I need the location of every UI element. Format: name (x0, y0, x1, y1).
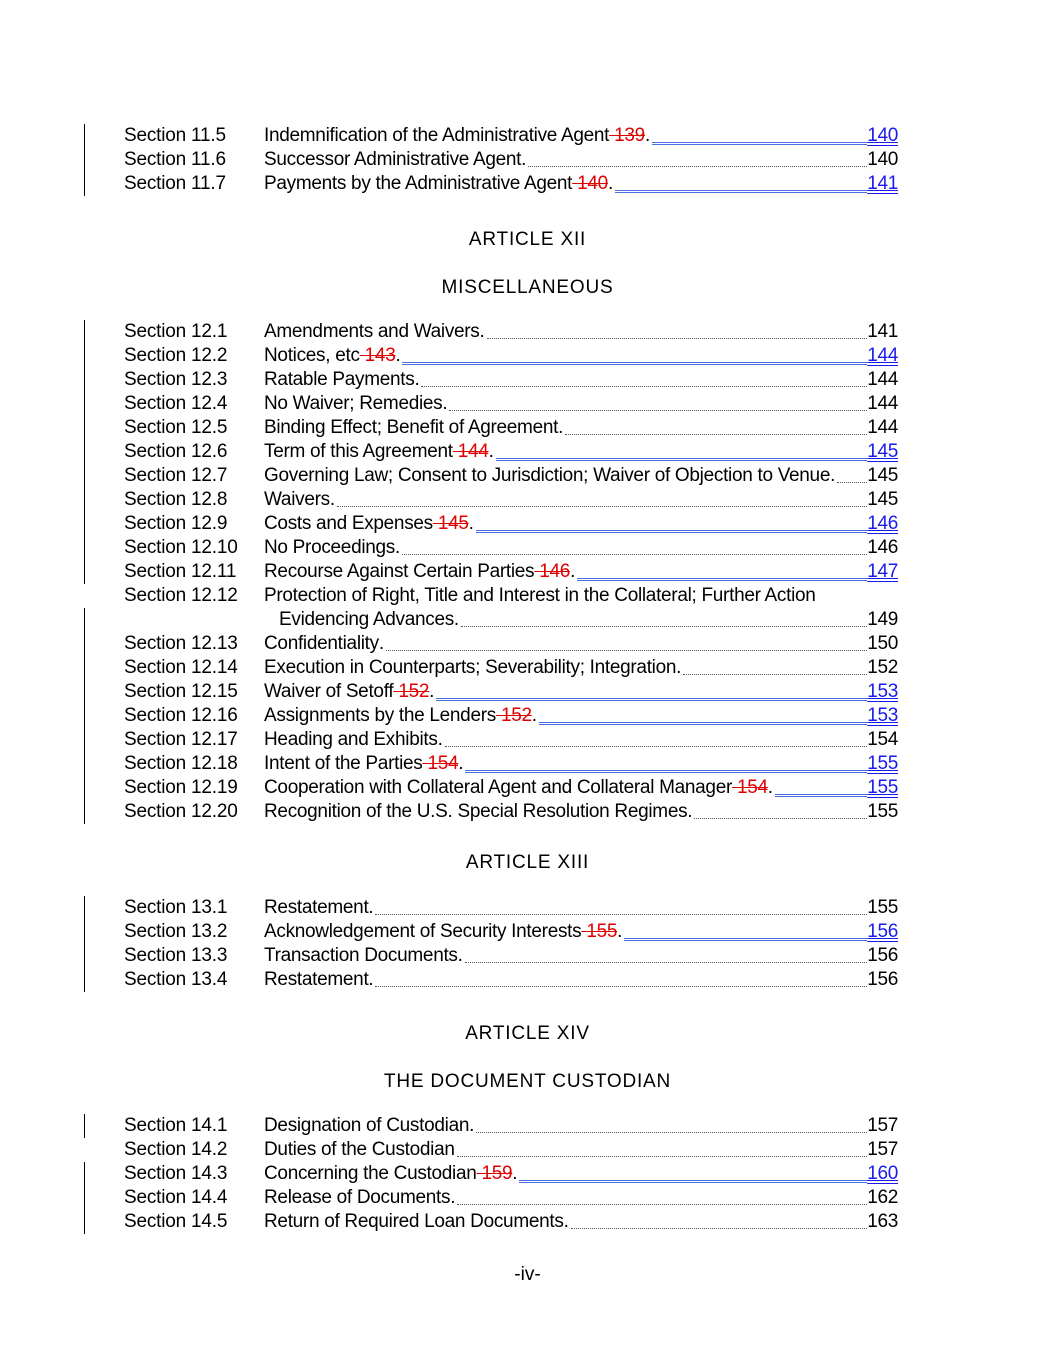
section-title: Designation of Custodian (264, 1115, 470, 1136)
dot-leader (837, 481, 867, 483)
title-period: . (469, 1115, 475, 1136)
title-period: . (468, 513, 474, 534)
dot-leader (461, 625, 867, 627)
section-title: Protection of Right, Title and Interest in the Collateral; Further Action (264, 585, 816, 606)
section-title: Waiver of Setoff (264, 681, 394, 702)
section-title: Payments by the Administrative Agent (264, 173, 573, 194)
section-title: Assignments by the Lenders (264, 705, 496, 726)
dot-leader (571, 1227, 868, 1229)
page-number-link[interactable]: 145 (867, 465, 898, 486)
revision-bar (84, 920, 85, 944)
section-title: Successor Administrative Agent (264, 149, 522, 170)
revision-bar (84, 968, 85, 992)
deleted-page-number (433, 512, 469, 536)
title-period: . (830, 465, 836, 486)
title-period: . (563, 1211, 569, 1232)
section-number: Section 12.15 (124, 681, 238, 702)
dot-leader (436, 697, 867, 701)
toc-block-article-xi (0, 124, 1055, 196)
section-title: Acknowledgement of Security Interests (264, 921, 582, 942)
toc-entry[interactable] (0, 1138, 1055, 1162)
toc-entry[interactable] (0, 584, 1055, 632)
section-number: Section 12.12 (124, 585, 238, 606)
revision-bar (84, 512, 85, 536)
page-number-link[interactable]: 160 (867, 1163, 898, 1184)
page-number-link[interactable]: 155 (867, 897, 898, 918)
deleted-page-value: 155 (586, 921, 618, 942)
revision-bar (84, 124, 85, 148)
title-period: . (570, 561, 576, 582)
page-number-footer: -iv- (514, 1264, 541, 1285)
revision-bar (84, 680, 85, 704)
title-period: . (617, 921, 623, 942)
revision-bar (84, 1114, 85, 1138)
section-title: Heading and Exhibits (264, 729, 438, 750)
dot-leader (457, 1155, 868, 1157)
section-title: No Waiver; Remedies (264, 393, 443, 414)
page-number-link[interactable]: 144 (867, 369, 898, 390)
section-number: Section 12.20 (124, 801, 238, 822)
page-number-link[interactable]: 162 (867, 1187, 898, 1208)
deleted-page-value: 152 (398, 681, 430, 702)
section-title: Recourse Against Certain Parties (264, 561, 535, 582)
section-title: Recognition of the U.S. Special Resolution Regimes (264, 801, 688, 822)
page-number-link[interactable]: 155 (867, 777, 898, 798)
deleted-page-number (393, 680, 429, 704)
toc-entry[interactable] (0, 560, 1055, 584)
page-number-link[interactable]: 156 (867, 921, 898, 942)
deleted-page-value: 154 (427, 753, 459, 774)
revision-bar (84, 1210, 85, 1234)
section-title: Execution in Counterparts; Severability; Integration (264, 657, 677, 678)
page-number-link[interactable]: 145 (867, 441, 898, 462)
dot-leader (476, 1131, 867, 1133)
page-number-link[interactable]: 146 (867, 513, 898, 534)
section-title: Restatement (264, 969, 369, 990)
page-number-link[interactable]: 154 (867, 729, 898, 750)
deleted-page-number (477, 1162, 513, 1186)
dot-leader (457, 1203, 867, 1205)
toc-entry[interactable] (0, 656, 1055, 680)
section-title: Duties of the Custodian (264, 1139, 455, 1160)
revision-bar (84, 344, 85, 368)
section-number: Section 12.5 (124, 417, 228, 438)
dot-leader (375, 985, 867, 987)
section-number: Section 11.7 (124, 173, 226, 194)
section-number: Section 14.3 (124, 1163, 228, 1184)
page-number-link[interactable]: 156 (867, 945, 898, 966)
section-title: Restatement (264, 897, 369, 918)
revision-bar (84, 416, 85, 440)
section-number: Section 11.5 (124, 125, 226, 146)
dot-leader (683, 673, 867, 675)
page-number-link[interactable]: 140 (867, 125, 898, 146)
page-number-link[interactable]: 145 (867, 489, 898, 510)
toc-entry[interactable] (0, 124, 1055, 148)
section-number: Section 12.3 (124, 369, 228, 390)
toc-entry[interactable] (0, 776, 1055, 800)
section-number: Section 12.9 (124, 513, 228, 534)
toc-entry[interactable] (0, 320, 1055, 344)
revision-bar (84, 440, 85, 464)
deleted-page-number (609, 124, 645, 148)
dot-leader (465, 769, 867, 773)
page-number-link[interactable]: 155 (867, 753, 898, 774)
toc-entry[interactable] (0, 920, 1055, 944)
section-number: Section 13.3 (124, 945, 228, 966)
toc-entry[interactable] (0, 1114, 1055, 1138)
dot-leader (539, 721, 867, 725)
title-period: . (429, 681, 435, 702)
dot-leader (487, 337, 868, 339)
section-number: Section 12.14 (124, 657, 238, 678)
revision-bar (84, 656, 85, 680)
revision-bar (84, 776, 85, 800)
section-number: Section 14.1 (124, 1115, 228, 1136)
page-number-link[interactable]: 150 (867, 633, 898, 654)
page-number-link[interactable]: 144 (867, 345, 898, 366)
revision-bar (84, 368, 85, 392)
revision-bar (84, 704, 85, 728)
article-xii-heading: ARTICLE XII (468, 229, 587, 250)
deleted-page-value: 152 (500, 705, 532, 726)
article-xiii-heading: ARTICLE XIII (465, 852, 590, 873)
title-period: . (395, 345, 401, 366)
revision-bar (84, 560, 85, 584)
toc-entry[interactable] (0, 752, 1055, 776)
section-number: Section 12.17 (124, 729, 238, 750)
toc-entry[interactable] (0, 1186, 1055, 1210)
section-number: Section 13.2 (124, 921, 228, 942)
revision-bar (84, 488, 85, 512)
dot-leader (449, 409, 867, 411)
section-title: Indemnification of the Administrative Agent (264, 125, 610, 146)
page-number-link[interactable]: 152 (867, 657, 898, 678)
toc-entry[interactable] (0, 968, 1055, 992)
revision-bar (84, 608, 85, 632)
page-number-link[interactable]: 156 (867, 969, 898, 990)
revision-bar (84, 800, 85, 824)
deleted-page-value: 139 (614, 125, 645, 146)
section-number: Section 14.4 (124, 1187, 228, 1208)
section-number: Section 12.13 (124, 633, 238, 654)
title-period: . (607, 173, 613, 194)
deleted-page-value: 146 (539, 561, 571, 582)
revision-bar (84, 896, 85, 920)
deleted-page-value: 144 (457, 441, 489, 462)
deleted-page-number (572, 172, 608, 196)
revision-bar (84, 1186, 85, 1210)
section-title: Term of this Agreement (264, 441, 453, 462)
page-number-link[interactable]: 153 (867, 681, 898, 702)
section-number: Section 12.8 (124, 489, 228, 510)
deleted-page-number (496, 704, 532, 728)
dot-leader (577, 577, 867, 581)
title-period: . (329, 489, 335, 510)
dot-leader (528, 165, 867, 167)
page-number-link[interactable]: 155 (867, 801, 898, 822)
toc-block-article-xii (0, 320, 1055, 824)
dot-leader (445, 745, 868, 747)
revision-bar (84, 536, 85, 560)
title-period: . (437, 729, 443, 750)
deleted-page-value: 154 (736, 777, 768, 798)
section-number: Section 11.6 (124, 149, 226, 170)
toc-entry[interactable] (0, 392, 1055, 416)
revision-bar (84, 752, 85, 776)
page-number-link[interactable]: 157 (867, 1115, 898, 1136)
section-title: Confidentiality (264, 633, 379, 654)
section-title: Costs and Expenses (264, 513, 433, 534)
revision-bar (84, 148, 85, 172)
revision-bar (84, 464, 85, 488)
title-period: . (767, 777, 773, 798)
title-period: . (457, 945, 463, 966)
page-number-link[interactable]: 140 (867, 149, 898, 170)
title-period: . (368, 969, 374, 990)
toc-entry[interactable] (0, 172, 1055, 196)
toc-block-article-xiv (0, 1114, 1055, 1234)
title-period: . (368, 897, 374, 918)
title-period: . (644, 125, 650, 146)
section-title: Return of Required Loan Documents (264, 1211, 564, 1232)
revision-bar (84, 632, 85, 656)
deleted-page-number (732, 776, 768, 800)
dot-leader (402, 553, 867, 555)
toc-entry[interactable] (0, 728, 1055, 752)
section-title: Waivers (264, 489, 330, 510)
toc-entry[interactable] (0, 896, 1055, 920)
toc-entry[interactable] (0, 416, 1055, 440)
toc-entry[interactable] (0, 704, 1055, 728)
deleted-page-value: 145 (437, 513, 469, 534)
deleted-page-value: 159 (481, 1163, 513, 1184)
deleted-page-number (360, 344, 396, 368)
section-title: Notices, etc (264, 345, 360, 366)
toc-entry[interactable] (0, 368, 1055, 392)
deleted-page-number (422, 752, 458, 776)
title-period: . (414, 369, 420, 390)
toc-entry[interactable] (0, 632, 1055, 656)
title-period: . (512, 1163, 518, 1184)
article-xiv-heading: ARTICLE XIV (465, 1023, 590, 1044)
section-title: Concerning the Custodian (264, 1163, 477, 1184)
dot-leader (421, 385, 867, 387)
section-number: Section 12.6 (124, 441, 228, 462)
revision-bar (84, 172, 85, 196)
page-number-link[interactable]: 157 (867, 1139, 898, 1160)
dot-leader (402, 361, 867, 365)
section-title: No Proceedings (264, 537, 395, 558)
dot-leader (496, 457, 868, 461)
toc-entry[interactable] (0, 344, 1055, 368)
title-period: . (450, 1187, 456, 1208)
deleted-page-number (581, 920, 617, 944)
article-xii-subheading: MISCELLANEOUS (441, 277, 614, 298)
section-number: Section 12.11 (124, 561, 237, 582)
dot-leader (465, 961, 868, 963)
title-period: . (395, 537, 400, 558)
section-number: Section 13.1 (124, 897, 228, 918)
title-period: . (687, 801, 693, 822)
revision-bar (84, 944, 85, 968)
section-title: Binding Effect; Benefit of Agreement (264, 417, 559, 438)
section-number: Section 13.4 (124, 969, 228, 990)
page-number-link[interactable]: 141 (867, 321, 898, 342)
toc-entry[interactable] (0, 488, 1055, 512)
section-number: Section 14.5 (124, 1211, 228, 1232)
revision-bar (84, 728, 85, 752)
section-number: Section 12.18 (124, 753, 238, 774)
title-period: . (558, 417, 564, 438)
title-period: . (488, 441, 494, 462)
section-number: Section 12.10 (124, 537, 238, 558)
section-title: Intent of the Parties (264, 753, 423, 774)
section-title: Amendments and Waivers (264, 321, 480, 342)
dot-leader (337, 505, 867, 507)
section-number: Section 12.7 (124, 465, 228, 486)
toc-entry[interactable] (0, 464, 1055, 488)
deleted-page-value: 140 (577, 173, 608, 194)
section-number: Section 14.2 (124, 1139, 228, 1160)
title-period: . (531, 705, 537, 726)
title-period: . (458, 753, 464, 774)
revision-bar (84, 1162, 85, 1186)
section-title: Transaction Documents (264, 945, 458, 966)
page-number-link[interactable]: 153 (867, 705, 898, 726)
toc-entry[interactable] (0, 1210, 1055, 1234)
toc-entry[interactable] (0, 1162, 1055, 1186)
dot-leader (386, 649, 867, 651)
dot-leader (476, 529, 868, 533)
deleted-page-number (534, 560, 570, 584)
section-number: Section 12.4 (124, 393, 228, 414)
page-number-link[interactable]: 146 (867, 537, 898, 558)
section-number: Section 12.16 (124, 705, 238, 726)
page-number-link[interactable]: 163 (867, 1211, 898, 1232)
title-period: . (453, 609, 459, 630)
title-period: . (378, 633, 384, 654)
dot-leader (375, 913, 867, 915)
title-period: . (676, 657, 682, 678)
section-number: Section 12.19 (124, 777, 238, 798)
toc-entry[interactable] (0, 536, 1055, 560)
toc-entry[interactable] (0, 680, 1055, 704)
deleted-page-number (453, 440, 489, 464)
dot-leader (519, 1179, 867, 1183)
section-title: Cooperation with Collateral Agent and Collateral Manager (264, 777, 732, 798)
revision-bar (84, 392, 85, 416)
article-xiv-subheading: THE DOCUMENT CUSTODIAN (383, 1071, 672, 1092)
page-number-link[interactable]: 144 (867, 393, 898, 414)
page-number-link[interactable]: 141 (867, 173, 898, 194)
section-number: Section 12.2 (124, 345, 228, 366)
page-number-link[interactable]: 147 (867, 561, 898, 582)
section-title: Ratable Payments (264, 369, 415, 390)
section-title: Governing Law; Consent to Jurisdiction; Waiver of Objection to Venue (264, 465, 831, 486)
title-period: . (521, 149, 527, 170)
dot-leader (775, 793, 867, 797)
section-title-continued: Evidencing Advances (279, 609, 454, 630)
page-number-link[interactable]: 144 (867, 417, 898, 438)
title-period: . (479, 321, 485, 342)
dot-leader (624, 937, 867, 941)
deleted-page-value: 143 (364, 345, 396, 366)
page-number-link[interactable]: 149 (867, 609, 898, 630)
dot-leader (652, 141, 867, 145)
section-title: Release of Documents (264, 1187, 451, 1208)
toc-entry[interactable] (0, 148, 1055, 172)
section-number: Section 12.1 (124, 321, 228, 342)
toc-entry[interactable] (0, 512, 1055, 536)
toc-entry[interactable] (0, 800, 1055, 824)
dot-leader (694, 817, 867, 819)
revision-bar (84, 320, 85, 344)
toc-entry[interactable] (0, 440, 1055, 464)
toc-block-article-xiii (0, 896, 1055, 992)
dot-leader (565, 433, 867, 435)
dot-leader (615, 189, 867, 193)
toc-entry[interactable] (0, 944, 1055, 968)
title-period: . (442, 393, 448, 414)
